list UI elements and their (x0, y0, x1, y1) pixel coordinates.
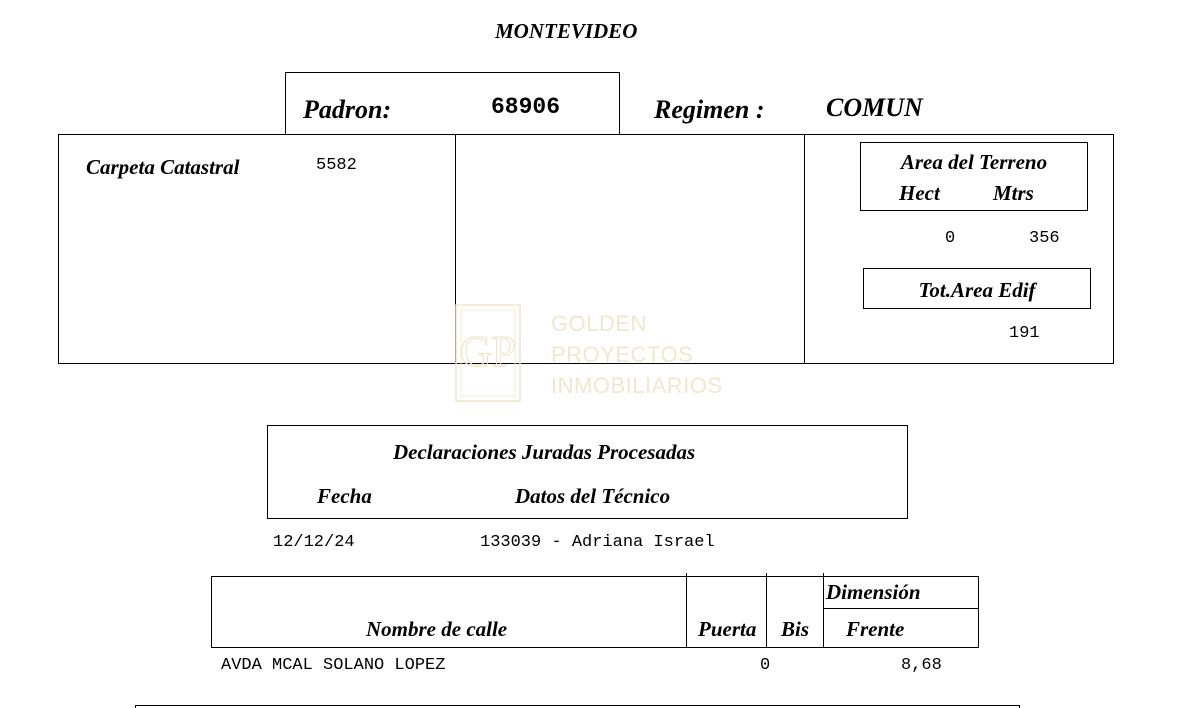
mtrs-value: 356 (1029, 229, 1060, 248)
calles-row-nombre: AVDA MCAL SOLANO LOPEZ (221, 656, 446, 675)
watermark-text (551, 308, 723, 401)
hect-value: 0 (945, 229, 956, 248)
calles-dimension-underline (823, 608, 979, 609)
regimen-value: COMUN (826, 93, 923, 122)
calles-row-frente: 8,68 (901, 656, 942, 675)
svg-text:GP: GP (459, 327, 517, 376)
watermark-line-3: INMOBILIARIOS (551, 373, 723, 398)
calles-col-frente: Frente (846, 617, 905, 641)
calles-col-dimension: Dimensión (826, 580, 921, 604)
tot-area-label: Tot.Area Edif (918, 278, 1036, 302)
tot-area-value: 191 (1009, 324, 1040, 343)
cadastral-divider-2 (804, 134, 805, 364)
calles-divider-dimension (823, 573, 824, 648)
city-title: MONTEVIDEO (495, 19, 638, 43)
calles-col-nombre: Nombre de calle (366, 617, 508, 641)
area-terreno-title: Area del Terreno (900, 150, 1048, 174)
watermark-line-2: PROYECTOS (551, 342, 694, 367)
padron-label: Padron: (303, 95, 392, 124)
declaraciones-col-fecha: Fecha (317, 484, 372, 508)
calles-row-puerta: 0 (760, 656, 771, 675)
declaraciones-title: Declaraciones Juradas Procesadas (393, 440, 696, 464)
calles-divider-puerta (686, 573, 687, 648)
calles-col-bis: Bis (781, 617, 810, 641)
carpeta-label: Carpeta Catastral (86, 155, 240, 179)
regimen-label: Regimen : (654, 95, 765, 124)
mtrs-label: Mtrs (993, 181, 1034, 205)
watermark-logo-icon (455, 304, 521, 402)
padron-value: 68906 (491, 94, 561, 120)
calles-divider-bis (766, 573, 767, 648)
next-section-box-edge (135, 705, 1020, 706)
carpeta-value: 5582 (316, 156, 357, 175)
calles-col-puerta: Puerta (698, 617, 757, 641)
declaraciones-col-tecnico: Datos del Técnico (515, 484, 671, 508)
watermark-line-1: GOLDEN (551, 311, 647, 336)
declaraciones-row-tecnico: 133039 - Adriana Israel (480, 533, 715, 552)
hect-label: Hect (899, 181, 940, 205)
declaraciones-row-fecha: 12/12/24 (273, 533, 355, 552)
